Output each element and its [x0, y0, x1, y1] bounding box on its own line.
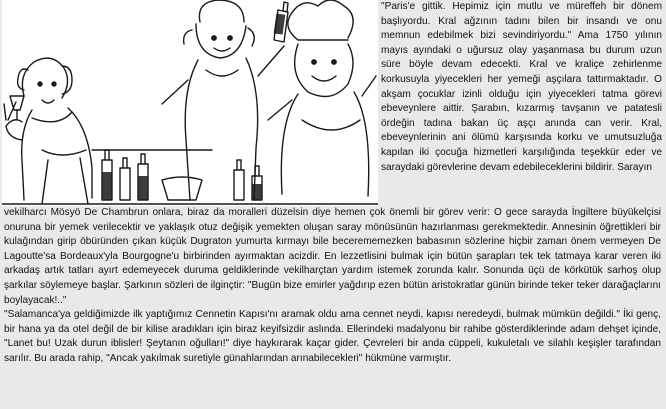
right-column-text: "Paris'e gittik. Hepimiz için mutlu ve müreffeh bir dönem başlıyordu. Kral ağzının tadını bilen bir insandı ve onu memnun edebilmek bizi sevindiriyordu." Ama 1750 yılının mayıs ayındaki o uğursuz olay yaşanmasa bu durum uzun süre böyle devam edecekti. Kral ve kraliçe zehirlenme korkusuyla yiyecekleri her yemeği aşçılara tattırmaktadır. O akşam çocuklar izinli olduğu için yiyecekleri tatma görevi ebeveynlere aittir. Şarabın, kızarmış tavşanın ve patatesli ördeğin tadına bakan üç aşçı anında can verir. Kral, ebeveynlerinin ani ölümü karşısında korku ve umutsuzluğa kapılan iki çocuğa hizmetleri karşılığında teşekkür eder ve saraydaki görevlerine devam edebileceklerini bildirir. Sarayın — [381, 1, 662, 173]
article-body — [4, 206, 661, 367]
article-paragraph-1: vekilharcı Mösyö De Chambrun onlara, biraz da moralleri düzelsin diye hemen çok önemli bir görev verir: O gece sarayda İngiltere büyükelçisi onuruna bir yemek verilecektir ve yaklaşık otuz değişik yemekten oluşan saray mönüsünün hazırlanması gerekmektedir. Annesinin öğrettikleri bir kulağından girip öbüründen çıkan küçük Dugraton yumurta kırmayı bile becerememezken babasının sözlerine hiçbir zaman önem vermeyen De Lagoutte'sa Bordeaux'yla Bourgogne'u birbirinden ayırmaktan acizdir. En lezzetlisini bulmak için bütün şarapları tek tek tatmaya karar veren iki arkadaş artık tatları ayırt edemeyecek duruma geldiklerinde vekilharçtan yardım istemek zorunda kalır. Sonunda üçü de körkütük sarhoş olup şarkılar söylemeye başlar. Şarkının sözleri de ilginçtir: "Bugün bize emirler yağdırıp ezen bütün aristokratlar günün birinde teker teker darağaçlarını boylayacak!.." — [4, 207, 661, 306]
article-paragraph-2: "Salamanca'ya geldiğimizde ilk yaptığımız Cennetin Kapısı'nı aramak oldu ama cennet neydi, kapısı neredeydi, bulmak mümkün değildi." İki genç, bir hana ya da otel değil de bir kilise aradıkları için biraz keyifsizdir aslında. Ellerindeki madalyonu bir rahibe gösterdiklerinde adam dehşet içinde, "Lanet bu! Uzak durun iblisler! Şeytanın oğulları!" diye haykırarak kaçar gider. Çevreleri bir anda cüppeli, kukuletalı ve silahlı keşişler tarafından sarılır. Bu arada rahip, "Ancak yakılmak suretiyle günahlarından arınabilecekleri" hükmüne varmıştır. — [4, 309, 661, 364]
cartoon-feast-illustration — [2, 0, 378, 206]
feast-scene-icon — [2, 0, 378, 206]
